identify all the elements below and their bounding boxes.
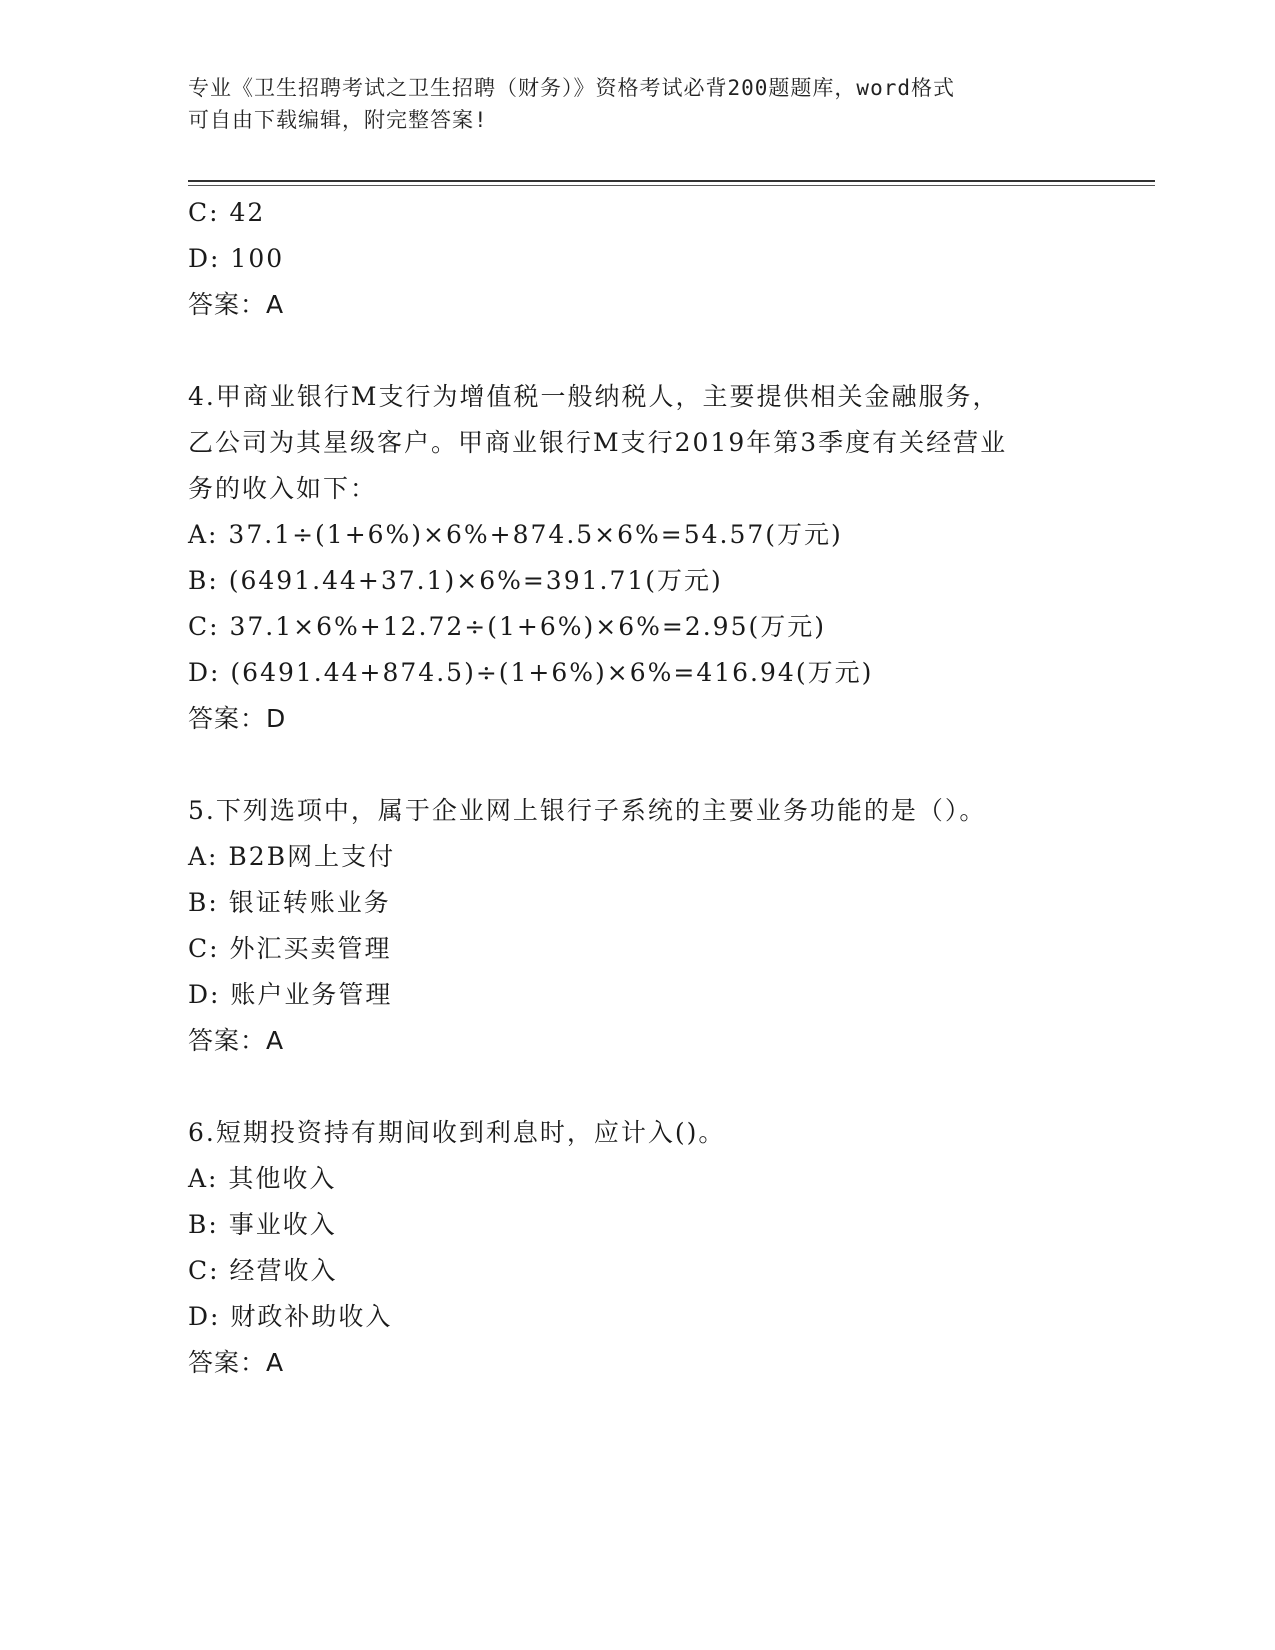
option-d: D: (6491.44+874.5)÷(1+6%)×6%=416.94(万元) xyxy=(188,658,874,687)
option-c: C: 42 xyxy=(188,198,266,227)
header-line-1: 专业《卫生招聘考试之卫生招聘（财务）》资格考试必背200题题库，word格式 xyxy=(188,76,955,100)
question-stem: 务的收入如下： xyxy=(188,474,378,503)
question-stem: 乙公司为其星级客户。甲商业银行M支行2019年第3季度有关经营业 xyxy=(188,428,1008,457)
spacer xyxy=(188,328,1088,374)
option-d: D: 账户业务管理 xyxy=(188,980,393,1009)
answer: 答案：D xyxy=(188,704,287,733)
question-content xyxy=(188,190,1088,1386)
document-header xyxy=(188,72,1088,136)
option-d: D: 100 xyxy=(188,244,285,273)
answer: 答案：A xyxy=(188,290,285,319)
question-stem: 4.甲商业银行M支行为增值税一般纳税人，主要提供相关金融服务， xyxy=(188,382,1000,411)
spacer xyxy=(188,1064,1088,1110)
header-rule-thick xyxy=(188,180,1155,182)
option-c: C: 外汇买卖管理 xyxy=(188,934,392,963)
answer: 答案：A xyxy=(188,1348,285,1377)
option-a: A: 其他收入 xyxy=(188,1164,337,1193)
question-stem: 6.短期投资持有期间收到利息时，应计入()。 xyxy=(188,1118,726,1147)
option-b: B: 事业收入 xyxy=(188,1210,337,1239)
option-c: C: 37.1×6%+12.72÷(1+6%)×6%=2.95(万元) xyxy=(188,612,826,641)
header-rule-thin xyxy=(188,185,1155,186)
option-b: B: 银证转账业务 xyxy=(188,888,391,917)
question-3-tail xyxy=(188,190,1088,328)
spacer xyxy=(188,742,1088,788)
answer: 答案：A xyxy=(188,1026,285,1055)
option-d: D: 财政补助收入 xyxy=(188,1302,393,1331)
question-6 xyxy=(188,1110,1088,1386)
header-line-2: 可自由下载编辑，附完整答案! xyxy=(188,108,488,132)
question-stem: 5.下列选项中，属于企业网上银行子系统的主要业务功能的是（）。 xyxy=(188,796,987,825)
option-a: A: B2B网上支付 xyxy=(188,842,396,871)
option-a: A: 37.1÷(1+6%)×6%+874.5×6%=54.57(万元) xyxy=(188,520,843,549)
option-c: C: 经营收入 xyxy=(188,1256,338,1285)
question-5 xyxy=(188,788,1088,1064)
option-b: B: (6491.44+37.1)×6%=391.71(万元) xyxy=(188,566,723,595)
question-4 xyxy=(188,374,1088,742)
